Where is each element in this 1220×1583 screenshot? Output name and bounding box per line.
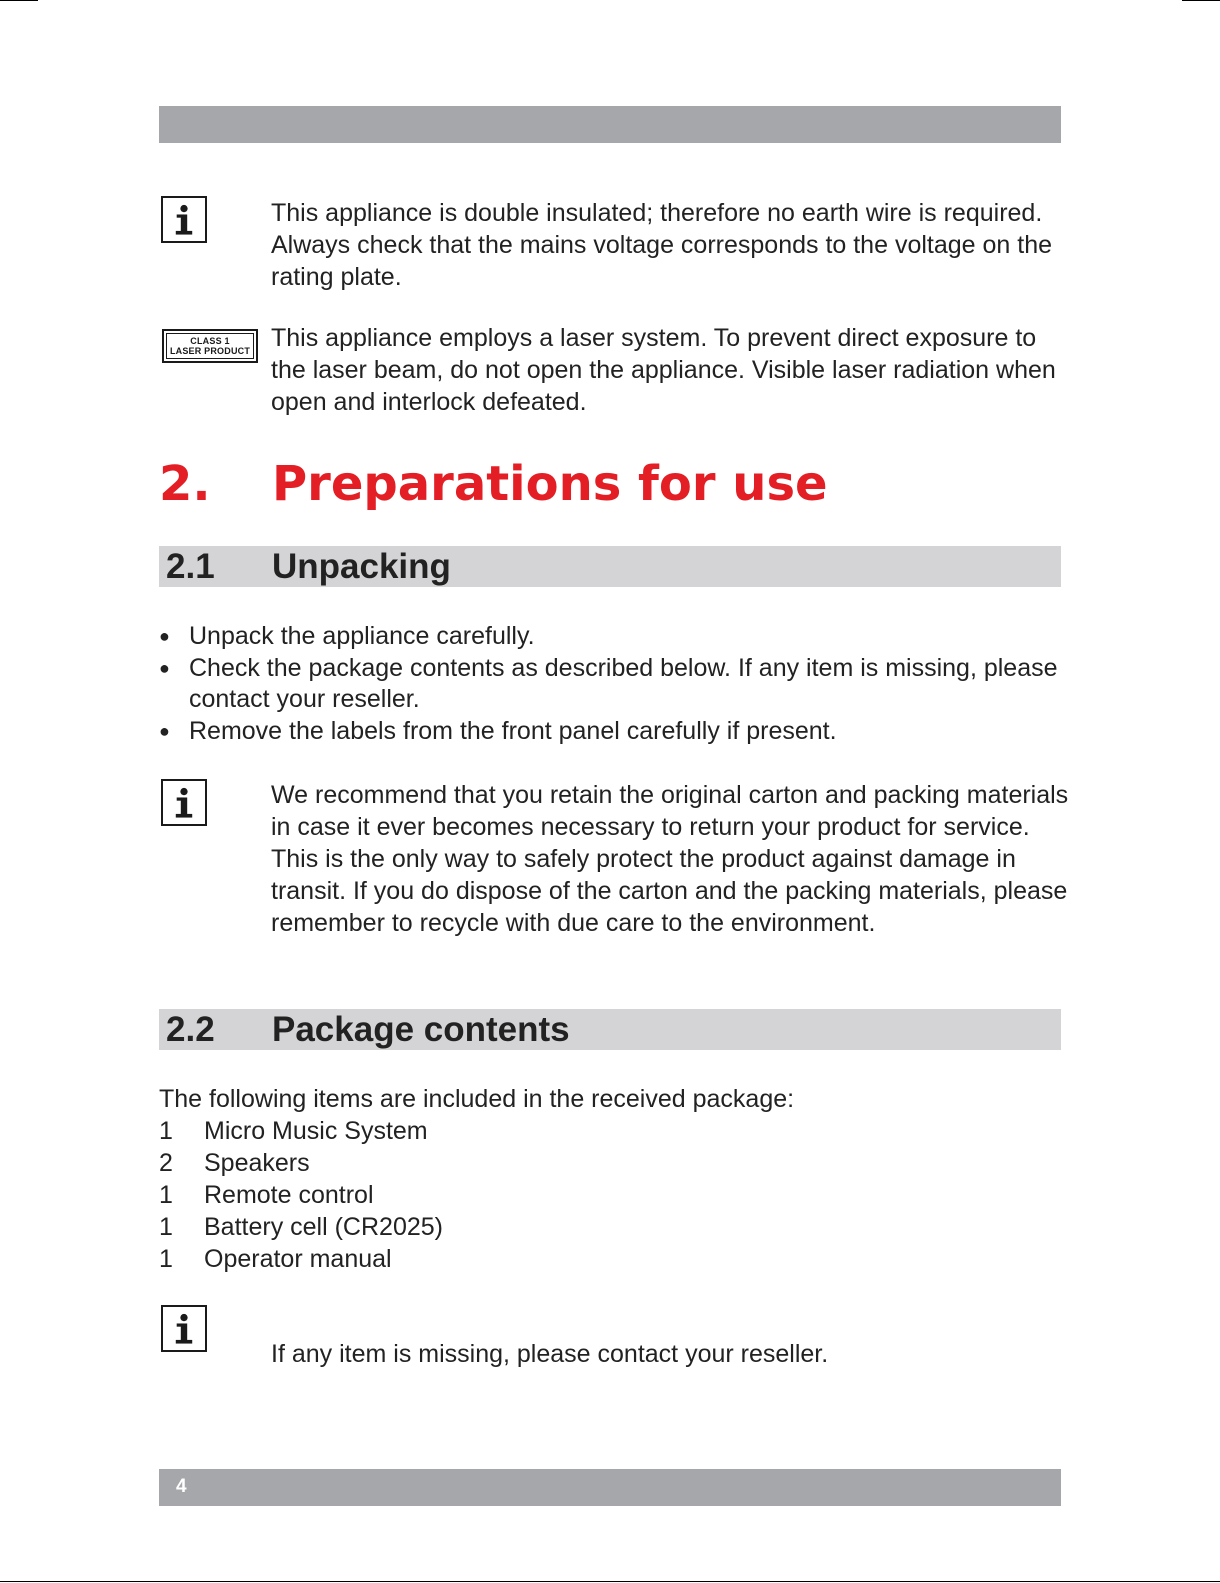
laser-label-line1: CLASS 1 <box>190 336 230 346</box>
crop-mark-top-left <box>0 0 38 1</box>
item-qty: 1 <box>159 1245 173 1273</box>
section-number: 2.1 <box>166 547 215 586</box>
bullet-icon: ● <box>159 720 170 741</box>
item-qty: 1 <box>159 1117 173 1145</box>
list-item: ● Remove the labels from the front panel carefully if present. <box>159 716 1059 748</box>
chapter-number: 2. <box>159 456 211 512</box>
item-name: Operator manual <box>204 1245 392 1273</box>
item-qty: 2 <box>159 1149 173 1177</box>
item-name: Micro Music System <box>204 1117 428 1145</box>
section-title: Package contents <box>272 1010 570 1049</box>
list-item: ● Check the package contents as described below. If any item is missing, please contact your reseller. <box>159 653 1058 713</box>
note-missing: If any item is missing, please contact your reseller. <box>271 1340 829 1368</box>
note-insulation: This appliance is double insulated; therefore no earth wire is required. Always check that the mains voltage corresponds to the voltage on the rating plate. <box>271 199 1053 291</box>
crop-mark-bottom <box>0 1581 1220 1582</box>
section-number: 2.2 <box>166 1010 215 1049</box>
item-name: Battery cell (CR2025) <box>204 1213 443 1241</box>
note-packaging: We recommend that you retain the original carton and packing materials in case it ever becomes necessary to return your product for service. This is the only way to safely protect the product against damage in transit. If you do dispose of the carton and the packing materials, please remember to recycle with due care to the environment. <box>271 781 1069 937</box>
item-qty: 1 <box>159 1213 173 1241</box>
item-name: Speakers <box>204 1149 310 1177</box>
page-number: 4 <box>176 1476 187 1497</box>
bullet-icon: ● <box>159 626 170 646</box>
laser-label-line2: LASER PRODUCT <box>169 346 251 356</box>
list-item: ● Unpack the appliance carefully. <box>159 621 1059 653</box>
unpacking-list <box>159 621 1059 747</box>
chapter-title: Preparations for use <box>272 456 828 512</box>
footer-bar <box>159 1469 1061 1506</box>
item-qty: 1 <box>159 1181 173 1209</box>
info-icon <box>161 779 207 826</box>
info-icon <box>161 196 207 243</box>
crop-mark-top-right <box>1182 0 1220 1</box>
section-title: Unpacking <box>272 547 451 586</box>
note-laser: This appliance employs a laser system. To prevent direct exposure to the laser beam, do not open the appliance. Visible laser radiation when open and interlock defeated. <box>271 324 1056 416</box>
header-bar <box>159 106 1061 143</box>
info-icon <box>161 1305 207 1352</box>
item-name: Remote control <box>204 1181 374 1209</box>
laser-class-label <box>162 329 258 363</box>
section-heading-package <box>159 1009 1061 1050</box>
section-heading-unpacking <box>159 546 1061 587</box>
bullet-icon: ● <box>159 657 170 678</box>
package-intro: The following items are included in the received package: <box>159 1085 795 1113</box>
